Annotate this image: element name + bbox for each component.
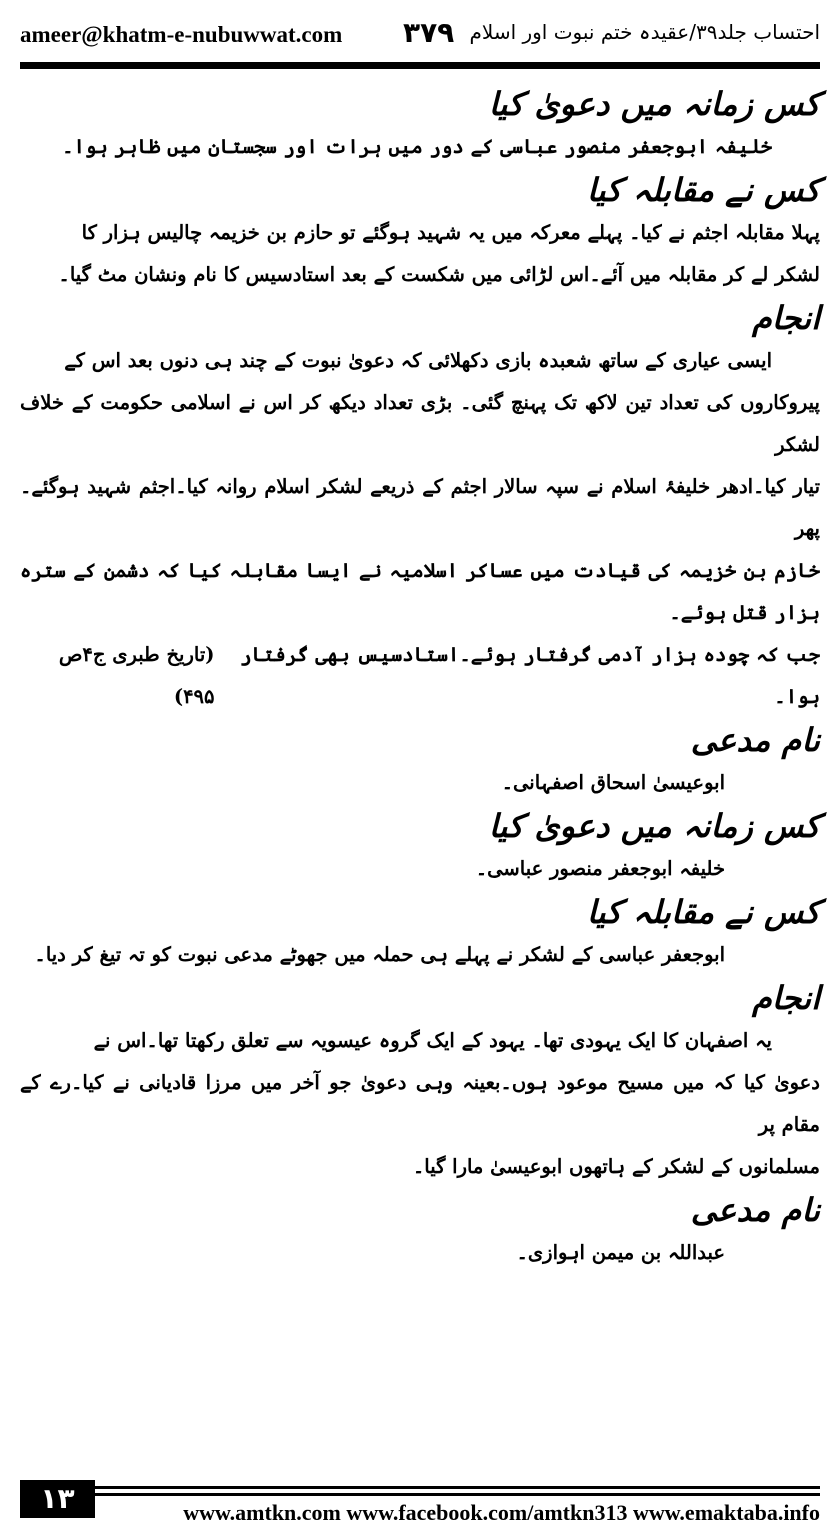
page-header [20, 14, 820, 54]
paragraph-line: ایسی عیاری کے ساتھ شعبدہ بازی دکھلائی کہ دعویٰ نبوت کے چند ہی دنوں بعد اس کے [64, 349, 772, 372]
paragraph-line: لشکر لے کر مقابلہ میں آئے۔اس لڑائی میں شکست کے بعد استادسیس کا نام ونشان مٹ گیا۔ [58, 263, 820, 286]
section-heading: کس نے مقابلہ کیا [586, 171, 820, 209]
header-book-title: احتساب جلد۳۹/عقیدہ ختم نبوت اور اسلام [469, 20, 820, 44]
paragraph: ابوجعفر عباسی کے لشکر نے پہلے ہی حملہ میں جھوٹے مدعی نبوت کو تہ تیغ کر دیا۔ [34, 943, 725, 966]
paragraph: خلیفہ ابوجعفر منصور عباسی کے دور میں ہرات اور سجستان میں ظاہر ہوا۔ [62, 135, 772, 158]
section-heading: کس زمانہ میں دعویٰ کیا [488, 85, 820, 123]
footer-rule [95, 1493, 820, 1496]
paragraph-line: دعویٰ کیا کہ میں مسیح موعود ہوں۔بعینہ وہی دعویٰ جو آخر میں مرزا قادیانی نے کیا۔رے کے مقام پر [20, 1071, 820, 1136]
paragraph-line: پیروکاروں کی تعداد تین لاکھ تک پہنچ گئی۔ بڑی تعداد دیکھ کر اس نے اسلامی حکومت کے خلاف لشکر [20, 391, 820, 456]
section-heading: نام مدعی [690, 1191, 820, 1229]
paragraph-line: یہ اصفہان کا ایک یہودی تھا۔ یہود کے ایک گروہ عیسویہ سے تعلق رکھتا تھا۔اس نے [93, 1029, 772, 1052]
header-email[interactable]: ameer@khatm-e-nubuwwat.com [20, 22, 343, 47]
paragraph: ابوعیسیٰ اسحاق اصفہانی۔ [501, 771, 725, 794]
page-body [20, 82, 820, 1274]
section-heading: کس زمانہ میں دعویٰ کیا [488, 807, 820, 845]
paragraph: عبداللہ بن میمن اہوازی۔ [516, 1241, 725, 1264]
paragraph-line: مسلمانوں کے لشکر کے ہاتھوں ابوعیسیٰ مارا گیا۔ [412, 1155, 820, 1178]
section-heading: کس نے مقابلہ کیا [586, 893, 820, 931]
section-heading: انجام [751, 979, 820, 1017]
footer-links[interactable]: www.amtkn.com www.facebook.com/amtkn313 www.emaktaba.info [183, 1500, 820, 1525]
paragraph-line: تیار کیا۔ادھر خلیفۂ اسلام نے سپہ سالار اجثم کے ذریعے لشکر اسلام روانہ کیا۔اجثم شہید ہوگئے۔ پھر [20, 475, 820, 540]
paragraph-line: پہلا مقابلہ اجثم نے کیا۔ پہلے معرکہ میں یہ شہید ہوگئے تو حازم بن خزیمہ چالیس ہزار کا [81, 221, 820, 244]
paragraph-text: جب کہ چودہ ہزار آدمی گرفتار ہوئے۔استادسیس بھی گرفتار ہوا۔ [240, 643, 820, 708]
section-heading: نام مدعی [690, 721, 820, 759]
section-heading: انجام [751, 299, 820, 337]
paragraph-line: خازم بن خزیمہ کی قیادت میں عساکر اسلامیہ نے ایسا مقابلہ کیا کہ دشمن کے سترہ ہزار قتل ہوئے۔ [20, 559, 820, 624]
footer-rule [95, 1486, 820, 1489]
header-rule [20, 62, 820, 69]
header-page-number: ۳۷۹ [403, 16, 455, 49]
citation-reference: (تاریخ طبری ج۴ص ۴۹۵) [58, 643, 215, 708]
paragraph-line-with-reference [20, 634, 820, 718]
footer-page-badge: ۱۳ [20, 1480, 95, 1518]
paragraph: خلیفہ ابوجعفر منصور عباسی۔ [475, 857, 725, 880]
